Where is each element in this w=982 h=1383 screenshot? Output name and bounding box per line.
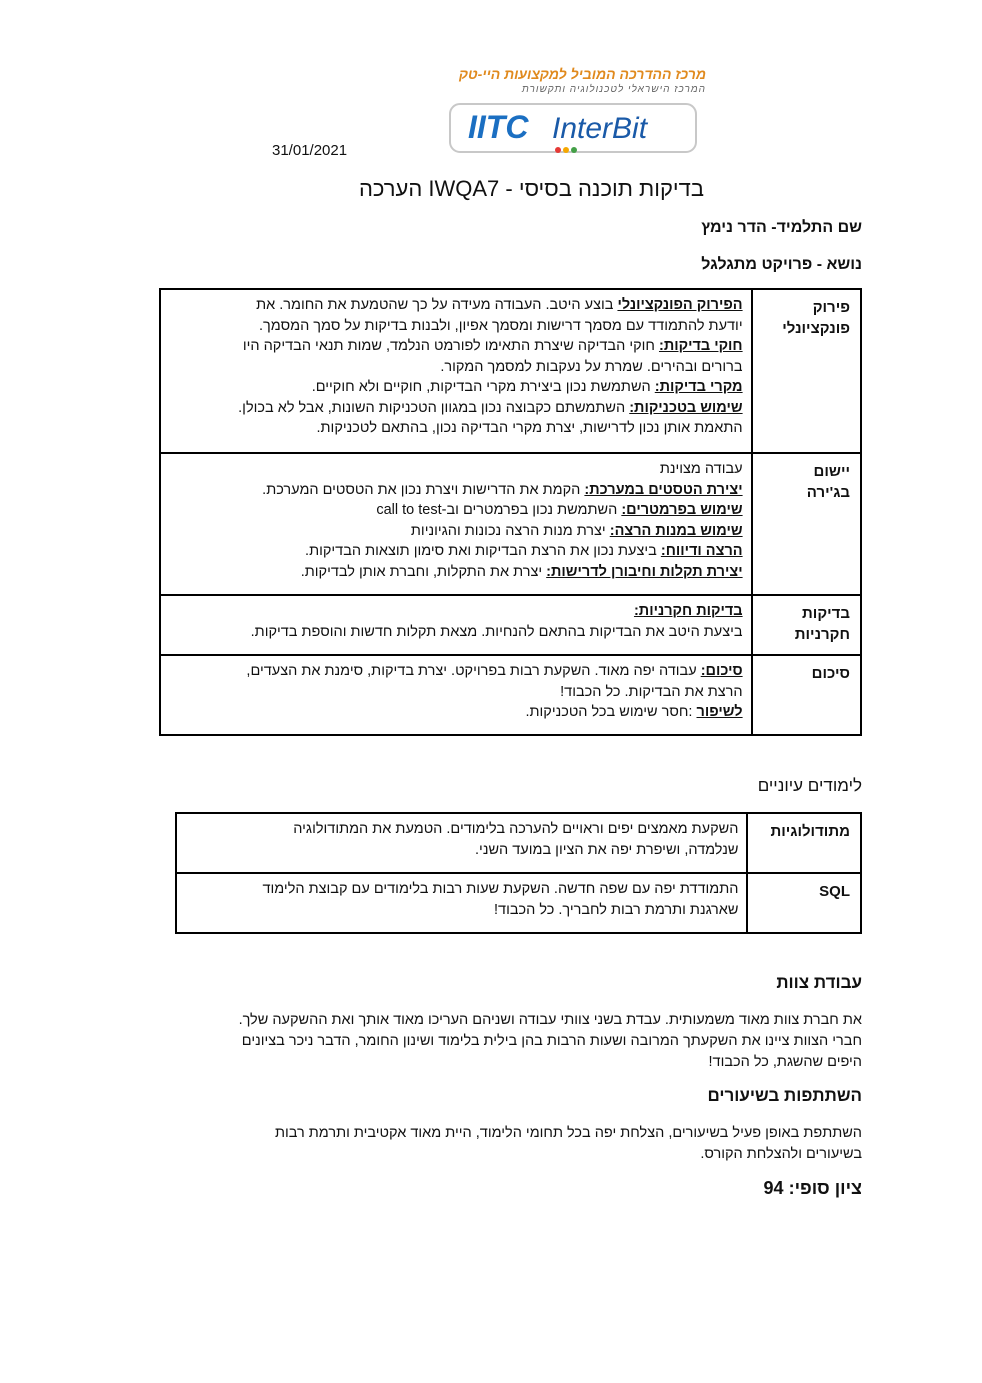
logo-subtagline: המרכז הישראלי לטכנולוגיה ותקשורת [521, 84, 706, 95]
comment-text: הרצת את הבדיקות. כל הכבוד! [560, 683, 743, 700]
logo-dot-red [555, 147, 561, 153]
logo [448, 102, 698, 154]
evaluation-row [160, 655, 861, 735]
document-date: 31/01/2021 [272, 142, 348, 159]
comment-line [167, 316, 743, 337]
teamwork-title: עבודת צוות [776, 973, 862, 992]
logo-iitc: IITC [468, 109, 529, 145]
logo-interbit: InterBit [552, 112, 648, 145]
participation-title: השתתפות בשיעורים [707, 1086, 862, 1105]
evaluation-row [160, 453, 861, 595]
comment-text: יודעת להתמודד עם מסמך דרישות ומסמך אפיון, ולבנות בדיקות על סמך המסמך. [259, 317, 743, 334]
comment-key: חוקי בדיקות: [658, 338, 743, 354]
logo-tagline: מרכז ההדרכה המוביל למקצועות היי-טק [458, 66, 706, 82]
comment-key: שימוש במנות הרצה: [609, 522, 743, 539]
comment-key: מקרי בדיקות: [654, 379, 743, 395]
project-topic: נושא - פרויקט מתגלגל [701, 256, 862, 273]
comment-text: :חסר שימוש בכל הטכניקות. [525, 704, 697, 720]
comment-line [167, 357, 743, 378]
logo-graphic [448, 102, 698, 154]
comment-text: ביצעת נכון את הרצת הבדיקות ואת סימון תוצאות הבדיקות. [305, 543, 661, 559]
comment-text: יצרת מנות הרצה נכונות והגיוניות [410, 522, 610, 539]
comment-line [167, 682, 743, 703]
comment-text: ביצעת היטב את הבדיקות בהתאם להנחיות. מצאת תקלות חדשות והוספת בדיקות. [250, 623, 743, 640]
evaluation-category-line: פירוק [812, 299, 850, 316]
comment-line [167, 702, 743, 723]
comment-line [167, 480, 743, 501]
comment-text: התאמת אותן נכון לדרישות, יצרת מקרי הבדיקה נכון, בהתאם לטכניקות. [316, 420, 743, 436]
evaluation-comment [160, 655, 752, 735]
evaluation-comment [160, 595, 752, 655]
evaluation-row [160, 289, 861, 453]
comment-text: בוצע היטב. העבודה מעידה על כך שהטמעת את החומר. את [256, 297, 618, 313]
theory-row [176, 813, 861, 873]
page-title: בדיקות תוכנה בסיסי - IWQA7 הערכה [358, 176, 704, 201]
comment-line [167, 295, 743, 316]
comment-text: עבודה מצוינת [659, 461, 743, 477]
evaluation-category-line: בג'ירה [806, 483, 850, 501]
comment-text: ברורים ובהירים. שמרת על נעקבות למסמך המקור. [440, 358, 743, 375]
comment-line [167, 418, 743, 439]
comment-key: שימוש בטכניקות: [629, 399, 743, 416]
evaluation-category-line: בדיקות [802, 605, 850, 622]
evaluation-table [159, 288, 862, 736]
comment-line [167, 562, 743, 583]
participation-line: בשיעורים ולהצלחת הקורס. [700, 1146, 862, 1162]
theory-comment [176, 813, 747, 873]
theory-table [175, 812, 862, 934]
logo-dot-green [571, 147, 577, 153]
teamwork-line: חברי הצוות ציינו את השקעתך המרובה ושעות הרבות בהן בילית בלימוד ושינון החומר, הדבר ניכר בציונים [241, 1033, 862, 1049]
evaluation-category [752, 655, 861, 735]
comment-text: השתמשת נכון בפרמטרים וב-call to test [376, 502, 622, 518]
comment-key: יצירת תקלות וחיבורן לדרישות: [546, 563, 743, 580]
final-grade-label: ציון סופי: [788, 1178, 862, 1198]
evaluation-category [752, 595, 861, 655]
participation-text [120, 1123, 862, 1165]
final-grade-value: 94 [763, 1178, 784, 1198]
evaluation-category-line: סיכום [811, 665, 850, 682]
theory-comment-line: שארגנת ותרמת רבות לחבריך. כל הכבוד! [494, 901, 739, 918]
comment-key: לשיפור [696, 704, 743, 720]
comment-key: בדיקות חקרניות: [633, 603, 743, 619]
theory-comment-line: השקעת מאמצים יפים וראויים להערכה בלימודים. הטמעת את המתודולוגיה [293, 821, 739, 837]
comment-text: חוקי הבדיקה שיצרת התאימו לפורמט הנלמד, שמות תנאי הבדיקה היו [242, 338, 659, 354]
student-name: שם התלמיד- הדר נימץ [701, 219, 862, 236]
theory-row [176, 873, 861, 933]
evaluation-category-line: חקרניות [794, 625, 850, 643]
comment-line [167, 541, 743, 562]
comment-key: הפירוק הפונקציונלי [617, 297, 743, 313]
evaluation-comment [160, 453, 752, 595]
comment-line [167, 601, 743, 622]
comment-key: סיכום: [700, 663, 743, 679]
comment-line [167, 459, 743, 480]
evaluation-category [752, 289, 861, 453]
comment-line [167, 661, 743, 682]
comment-line [167, 622, 743, 643]
evaluation-comment [160, 289, 752, 453]
theory-comment-line: שנלמדה, ושיפרת יפה את הציון במועד השני. [475, 841, 739, 858]
teamwork-line: את חברת צוות מאוד משמעותית. עבדת בשני צוותי עבודה ושניהם העריכו מאוד אותך ואת ההשקעה שלך. [238, 1012, 862, 1028]
comment-key: הרצה ודיווח: [660, 543, 743, 559]
teamwork-text [120, 1010, 862, 1073]
evaluation-category [752, 453, 861, 595]
evaluation-category-line: יישום [813, 463, 850, 480]
participation-line: השתתפת באופן פעיל בשיעורים, הצלחת יפה בכל תחומי הלימוד, היית מאוד אקטיבית ותרמת רבות [274, 1125, 862, 1141]
comment-line [167, 398, 743, 419]
theory-subject: מתודולוגיות [747, 813, 861, 873]
theory-subject: SQL [747, 873, 861, 933]
comment-text: יצרת את התקלות, וחברת אותן לבדיקות. [300, 563, 547, 580]
evaluation-row [160, 595, 861, 655]
logo-dot-orange [563, 147, 569, 153]
final-grade [600, 1178, 862, 1199]
comment-line [167, 521, 743, 542]
comment-text: השתמשת נכון ביצירת מקרי הבדיקות, חוקיים ולא חוקיים. [311, 379, 655, 395]
comment-line [167, 336, 743, 357]
theory-title: לימודים עיוניים [757, 776, 862, 795]
evaluation-category-line: פונקציונלי [782, 319, 850, 337]
comment-key: שימוש בפרמטרים: [621, 502, 743, 518]
comment-text: הקמת את הדרישות ויצרת נכון את הטסטים המערכת. [262, 481, 585, 498]
comment-line [167, 377, 743, 398]
theory-comment [176, 873, 747, 933]
comment-text: השתמשתם כקבוצה נכון במגוון הטכניקות השונות, אבל לא בכולן. [238, 399, 630, 416]
comment-key: יצירת הטסטים במערכת: [584, 481, 743, 498]
comment-text: עבודה יפה מאוד. השקעת רבות בפרויקט. יצרת בדיקות, סימנת את הצעדים, [246, 663, 701, 679]
comment-line [167, 500, 743, 521]
teamwork-line: היפים שהשגת, כל הכבוד! [708, 1054, 862, 1070]
theory-comment-line: התמודדת יפה עם שפה חדשה. השקעת שעות רבות בלימודים עם קבוצת הלימוד [262, 881, 739, 897]
